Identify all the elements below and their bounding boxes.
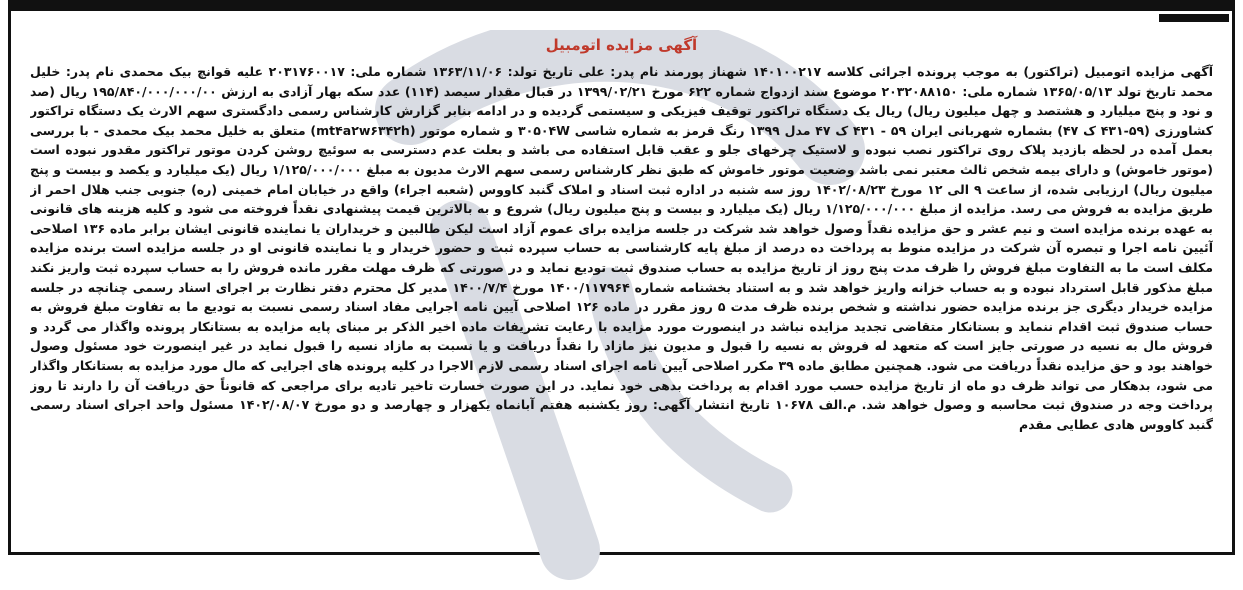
- notice-body: آگهی مزایده اتومبیل (تراکتور) به موجب پرونده اجرائی کلاسه ۱۴۰۱۰۰۲۱۷ شهناز پورمند نام پدر: علی تاریخ تولد: ۱۳۶۳/۱۱/۰۶ شماره ملی: ۲۰۳۱۷۶۰۰۱۷ علیه قوانچ بیک محمدی نام پدر: خلیل محمد تاریخ تولد ۱۳۶۵/۰۵/۱۳ شماره ملی: ۲۰۳۲۰۸۸۱۵۰ موضوع سند ازدواج شماره ۶۲۲ مورخ ۱۳۹۹/۰۲/۲۱ در قبال مقدار سیصد (۱۱۴) عدد سکه بهار آزادی به ارزش ۱۹۵/۸۴۰/۰۰۰/۰۰۰/۰۰ ریال (صد و نود و پنج میلیارد و هشتصد و چهل میلیون ریال) ریال یک دستگاه تراکتور توقیف فیزیکی و سیستمی گردیده و در ادامه بنابر گزارش کارشناس رسمی دادگستری سهم الارث یک دستگاه تراکتور کشاورزی (۵۹-۴۳۱ ک ۴۷) بشماره شهربانی ایران ۵۹ - ۴۳۱ ک ۴۷ مدل ۱۳۹۹ رنگ قرمز به شماره شاسی ۳۰۵۰۴W و شماره موتور (mt۴a۲w۶۳۴۲h) متعلق به خلیل محمد بیک محمدی - با بررسی بعمل آمده در لحظه بازدید پلاک روی تراکتور نصب نبوده و لاستیک چرخهای جلو و عقب قابل استفاده می باشد و بعلت عدم دسترسی به سوئیچ روشن کردن موتور تراکتور مقدور نبوده است (موتور خاموش) و دارای بیمه شخص ثالث معتبر نمی باشد وضعیت موتور خاموش که طبق نظر کارشناس رسمی سهم الارث مدیون به مبلغ ۱/۱۲۵/۰۰۰/۰۰۰ ریال (یک میلیارد و یکصد و بیست و پنج میلیون ریال) ارزیابی شده، از ساعت ۹ الی ۱۲ مورخ ۱۴۰۲/۰۸/۲۳ روز سه شنبه در اداره ثبت اسناد و املاک گنبد کاووس (شعبه اجراء) واقع در خیابان امام خمینی (ره) جنوبی جنب هلال احمر از طریق مزایده به فروش می رسد. مزایده از مبلغ ۱/۱۲۵/۰۰۰/۰۰۰ ریال (یک میلیارد و بیست و پنج میلیون ریال) شروع و به بالاترین قیمت پیشنهادی نقداً فروخته می شود و کلیه هزینه های قانونی به عهده برنده مزایده است و نیم عشر و حق مزایده نقداً وصول خواهد شد شرکت در جلسه مزایده برای عموم آزاد است لیکن طالبین و خریداران یا نماینده قانونی ایشان برابر ماده ۱۳۶ اصلاحی آئیین نامه اجرا و تبصره آن شرکت در مزایده منوط به پرداخت ده درصد از مبلغ پایه کارشناسی به حساب سپرده ثبت و حضور خریدار و یا نماینده قانونی او در جلسه مزایده است برنده مزایده مکلف است ما به التفاوت مبلغ فروش را ظرف مدت پنج روز از تاریخ مزایده به حساب صندوق ثبت تودیع نماید و در صورتی که ظرف مهلت مقرر مانده فروش را به حساب سپرده ثبت واریز نکند مبلغ مذکور قابل استرداد نبوده و به حساب خزانه واریز خواهد شد و به استناد بخشنامه شماره ۱۴۰۰/۱۱۷۹۶۴ مورخ ۱۴۰۰/۷/۴ مدیر کل محترم دفتر نظارت بر اجرای اسناد رسمی چنانچه در جلسه مزایده خریدار دیگری جز برنده مزایده حضور نداشته و شخص برنده ظرف مدت ۵ روز مقرر در ماده ۱۲۶ اصلاحی آیین نامه اجرایی مفاد اسناد رسمی نسبت به تودیع ما به تفاوت مبلغ فروش به حساب صندوق ثبت اقدام ننماید و بستانکار متقاضی تجدید مزایده نباشد در اینصورت مورد مزایده با رعایت تشریفات ماده اخیر الذکر بر مبنای پایه مزایده به بستانکار پرونده واگذار می گردد و فروش مال به نسیه در صورتی جایز است که متعهد له فروش به نسیه را قبول و مدیون نیز مازاد را نقداً دریافت و یا نسبت به مازاد نسیه را قبول نماید در غیر اینصورت خود مسئول وصول خواهند بود و حق مزایده نقداً دریافت می شود. همچنین مطابق ماده ۳۹ مکرر اصلاحی آیین نامه اجرای اسناد رسمی لازم الاجرا در کلیه پرونده های اجرایی که مال مورد مزایده به بستانکار واگذار می شود، بدهکار می تواند ظرف دو ماه از تاریخ مزایده حسب مورد اقدام به پرداخت بدهی خود نماید. در این صورت خسارت تاخیر تادیه برای مراجعی که قانوناً حق دریافت آن را دارند تا روز پرداخت وجه در صندوق ثبت محاسبه و وصول خواهد شد. م.الف ۱۰۶۷۸ تاریخ انتشار آگهی: روز یکشنبه هفتم آبانماه یکهزار و چهارصد و دو مورخ ۱۴۰۲/۰۸/۰۷ مسئول واحد اجرای اسناد رسمی گنبد کاووس هادی عطایی مقدم: [30, 64, 1213, 432]
- corner-mark-right: [1159, 14, 1229, 22]
- notice-title: آگهی مزایده اتومبیل: [545, 36, 698, 54]
